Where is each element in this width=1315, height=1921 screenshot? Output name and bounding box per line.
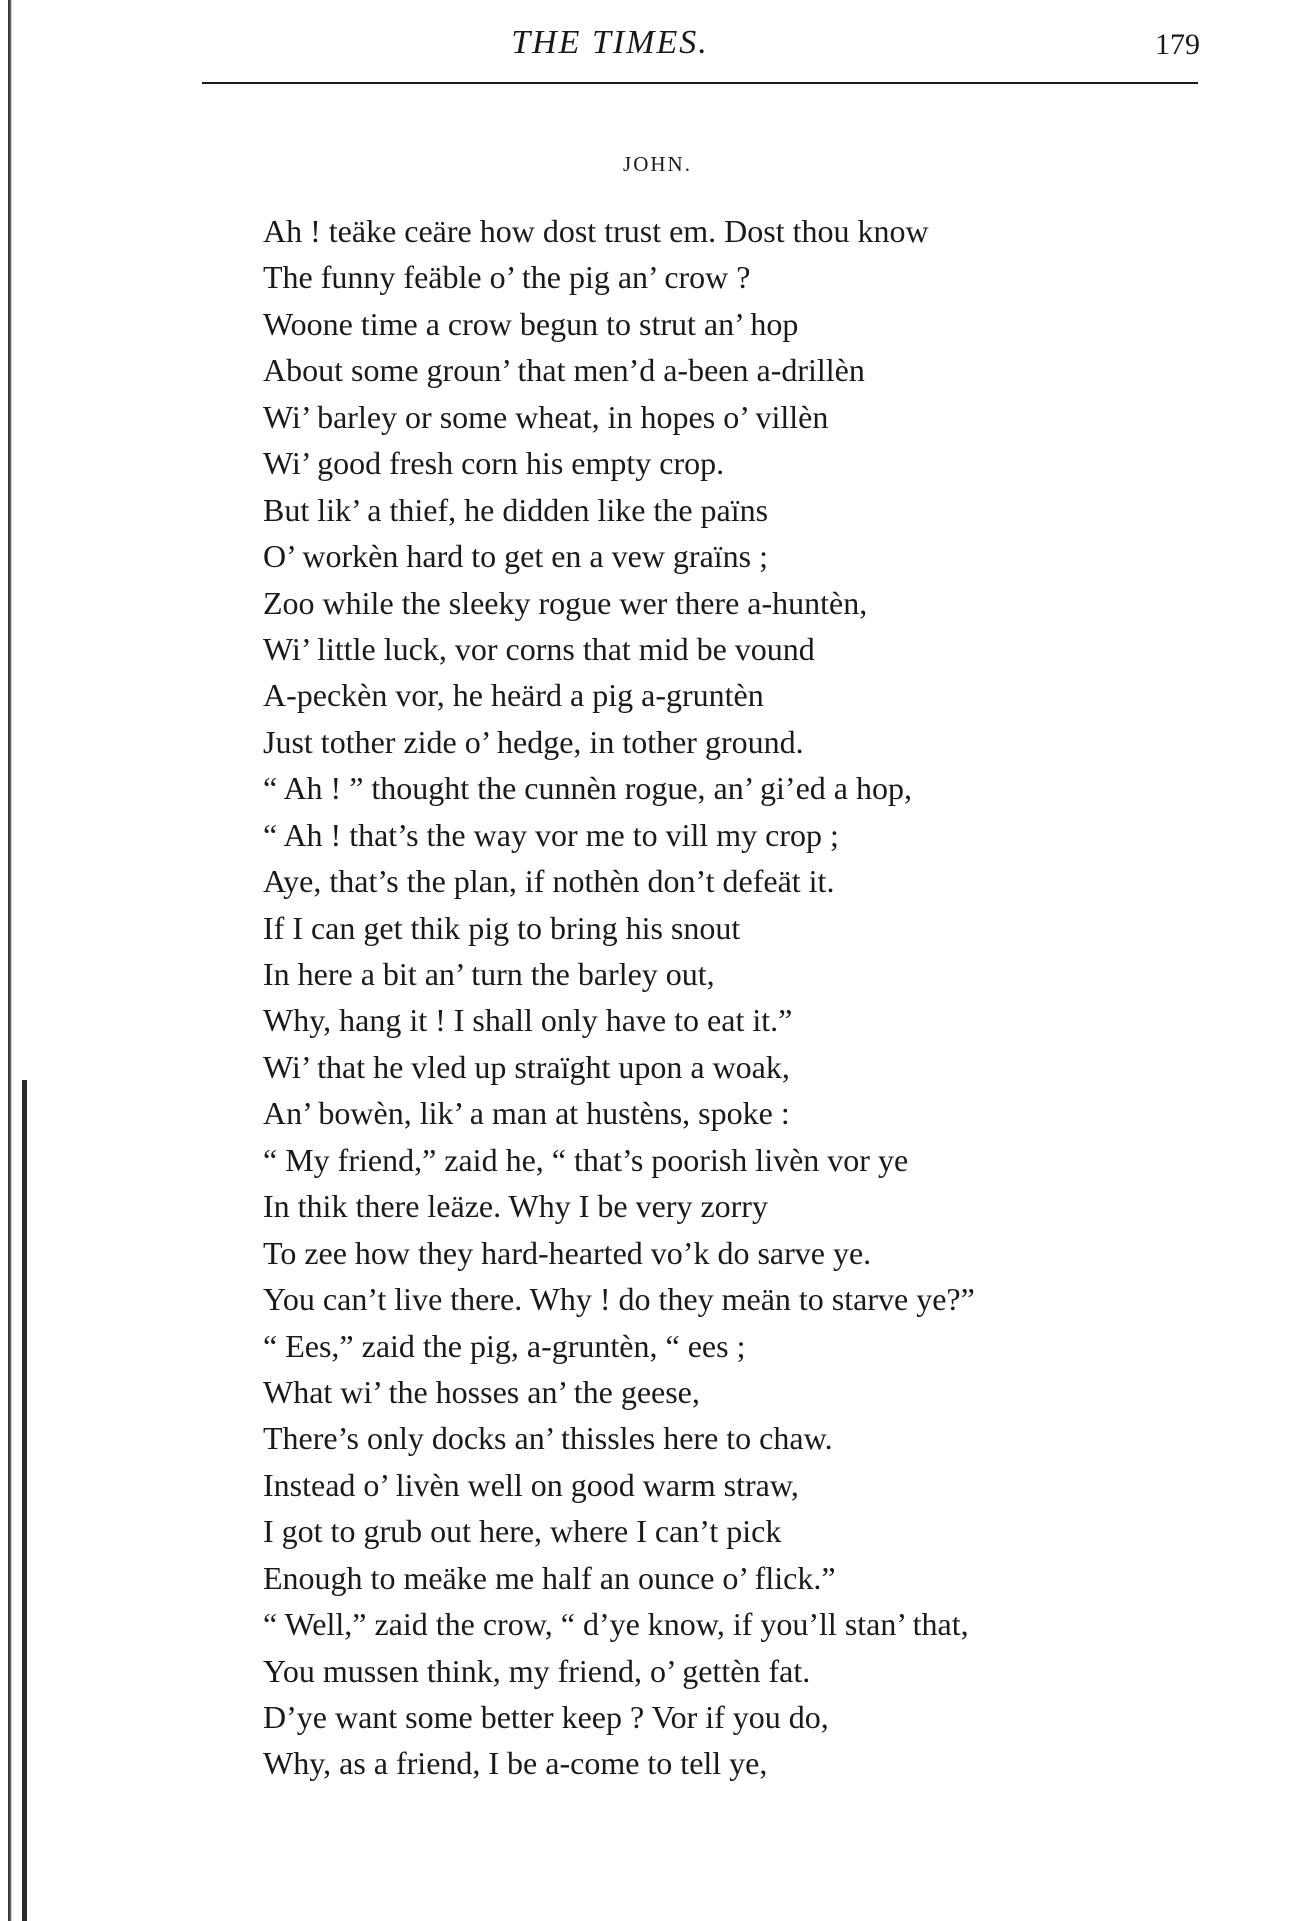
poem-line: Instead o’ livèn well on good warm straw, xyxy=(263,1466,799,1503)
poem-line: In here a bit an’ turn the barley out, xyxy=(263,956,715,992)
poem-line: Why, hang it ! I shall only have to eat it.” xyxy=(263,1002,793,1039)
poem-line: “ Ah ! ” thought the cunnèn rogue, an’ gi’ed a hop, xyxy=(263,770,912,807)
poem-line: I got to grub out here, where I can’t pick xyxy=(263,1513,782,1550)
poem-line: Zoo while the sleeky rogue wer there a-huntèn, xyxy=(263,584,868,621)
poem-line: You mussen think, my friend, o’ gettèn fat. xyxy=(263,1652,811,1689)
binding-edge xyxy=(8,0,12,1921)
header-rule xyxy=(202,82,1198,84)
poem-line: Wi’ that he vled up straïght upon a woak, xyxy=(263,1048,790,1085)
poem-line: If I can get thik pig to bring his snout xyxy=(263,909,741,946)
poem-line: Wi’ barley or some wheat, in hopes o’ villèn xyxy=(263,398,829,435)
poem-line: D’ye want some better keep ? Vor if you do, xyxy=(263,1699,829,1735)
poem-line: You can’t live there. Why ! do they meän to starve ye?” xyxy=(263,1281,975,1318)
poem-line: “ Ah ! that’s the way vor me to vill my crop ; xyxy=(263,816,839,853)
page-number: 179 xyxy=(1155,28,1200,61)
poem-line: The funny feäble o’ the pig an’ crow ? xyxy=(263,259,751,296)
poem-line: What wi’ the hosses an’ the geese, xyxy=(263,1373,700,1410)
running-title: THE TIMES. xyxy=(511,24,709,61)
poem-body xyxy=(263,208,1273,1787)
binding-shadow xyxy=(22,1080,27,1921)
poem-line: Aye, that’s the plan, if nothèn don’t defeät it. xyxy=(263,863,835,900)
poem-line: Wi’ little luck, vor corns that mid be vound xyxy=(263,630,815,667)
poem-line: “ Ees,” zaid the pig, a-gruntèn, “ ees ; xyxy=(263,1327,746,1364)
speaker-heading: JOHN. xyxy=(623,152,692,176)
poem-line: To zee how they hard-hearted vo’k do sarve ye. xyxy=(263,1234,872,1271)
poem-line: Woone time a crow begun to strut an’ hop xyxy=(263,305,799,342)
poem-line: Ah ! teäke ceäre how dost trust em. Dost thou know xyxy=(263,213,929,249)
poem-line: “ My friend,” zaid he, “ that’s poorish livèn vor ye xyxy=(263,1141,909,1178)
poem-line: O’ workèn hard to get en a vew graïns ; xyxy=(263,538,769,575)
poem-line: An’ bowèn, lik’ a man at hustèns, spoke : xyxy=(263,1095,790,1132)
poem-line: “ Well,” zaid the crow, “ d’ye know, if you’ll stan’ that, xyxy=(263,1606,969,1643)
poem-line: In thik there leäze. Why I be very zorry xyxy=(263,1188,768,1225)
poem-line: Just tother zide o’ hedge, in tother ground. xyxy=(263,723,804,760)
poem-line: Wi’ good fresh corn his empty crop. xyxy=(263,445,725,482)
poem-line: Enough to meäke me half an ounce o’ flick.” xyxy=(263,1559,836,1596)
poem-line: A-peckèn vor, he heärd a pig a-gruntèn xyxy=(263,677,764,714)
poem-line: But lik’ a thief, he didden like the païns xyxy=(263,491,769,528)
running-head xyxy=(200,22,1200,72)
poem-line: There’s only docks an’ thissles here to chaw. xyxy=(263,1420,833,1457)
poem-line: Why, as a friend, I be a-come to tell ye, xyxy=(263,1745,768,1782)
poem-line: About some groun’ that men’d a-been a-drillèn xyxy=(263,352,865,389)
